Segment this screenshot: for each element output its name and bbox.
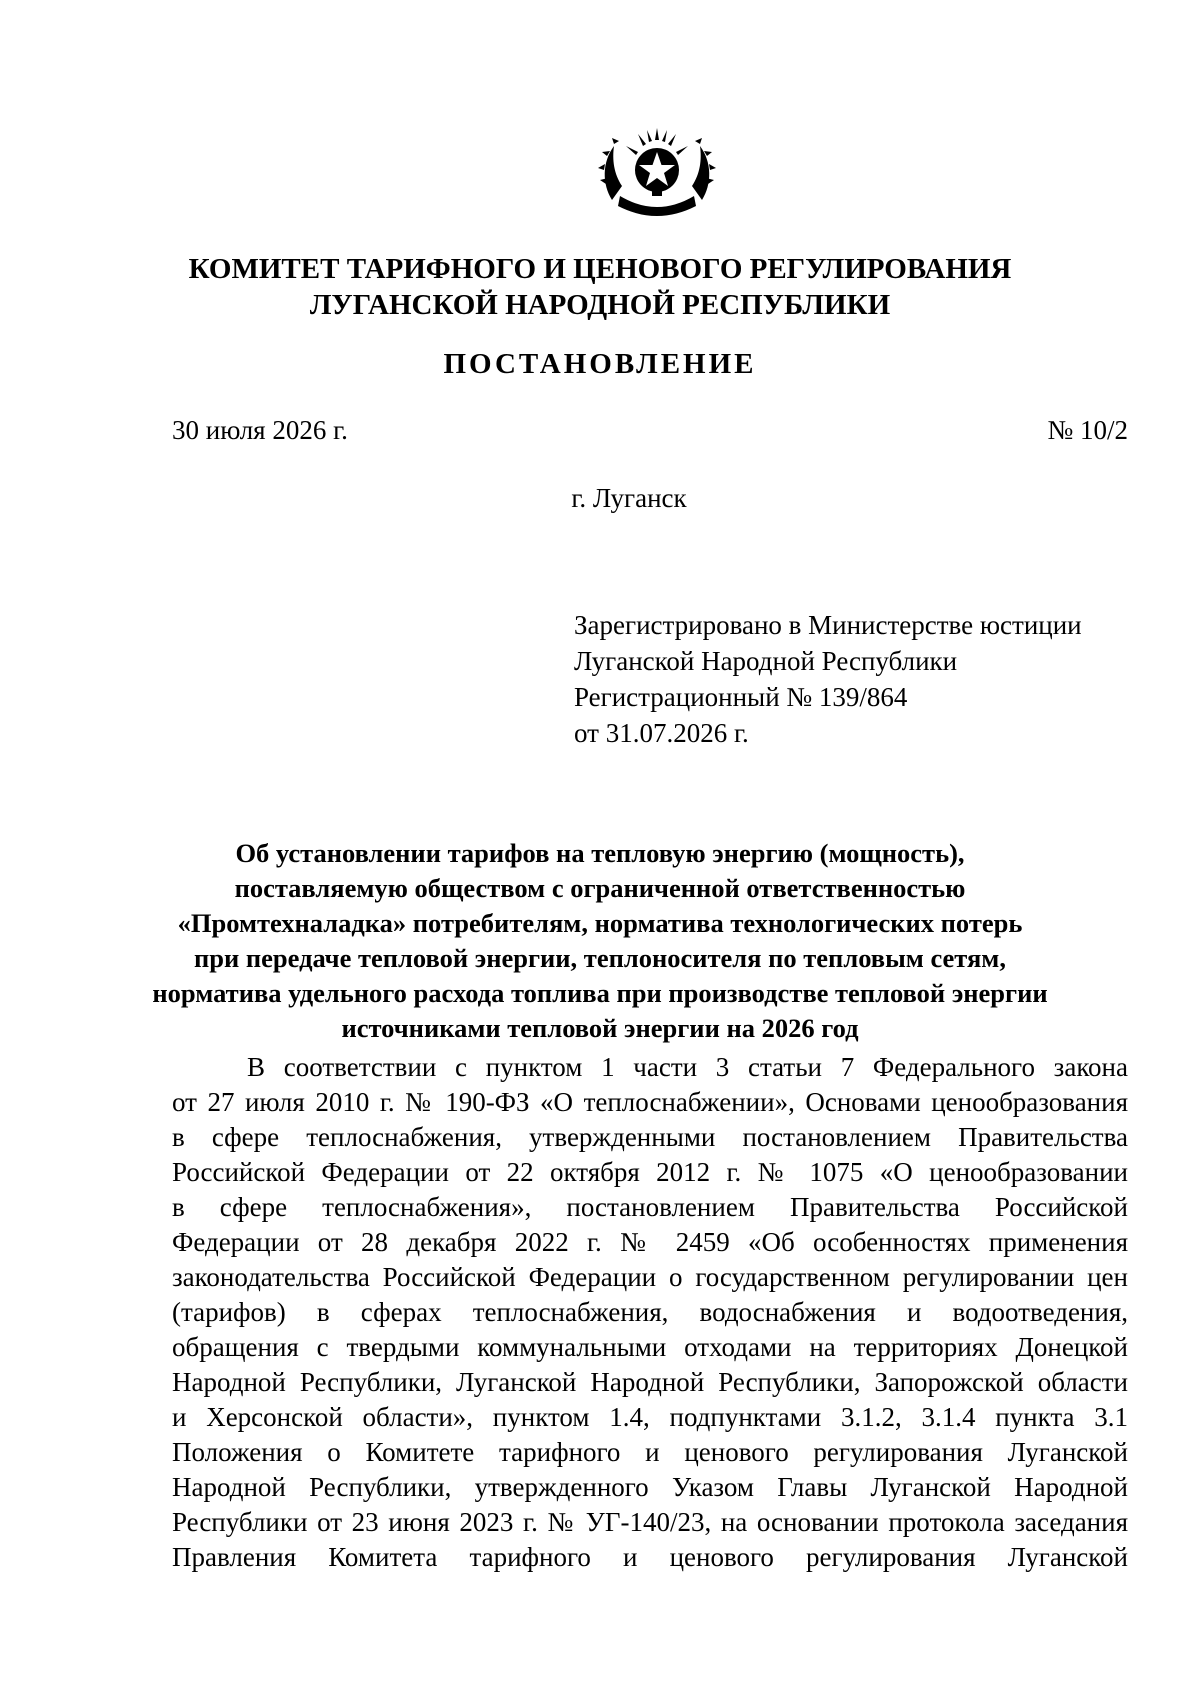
registration-block [574,607,1082,751]
registration-line: Зарегистрировано в Министерстве юстиции [574,610,1082,640]
body-line: и Херсонской области», пунктом 1.4, подпунктами 3.1.2, 3.1.4 пункта 3.1 [172,1402,1128,1432]
body-line: Федерации от 28 декабря 2022 г. № 2459 «Об особенностях применения [172,1227,1128,1257]
registration-line: от 31.07.2026 г. [574,718,749,748]
document-number: № 10/2 [1047,415,1128,445]
registration-line: Луганской Народной Республики [574,646,958,676]
organization-title-line: ЛУГАНСКОЙ НАРОДНОЙ РЕСПУБЛИКИ [309,289,891,321]
document-title-line: «Промтехналадка» потребителям, норматива технологических потерь [177,908,1023,938]
body-line: обращения с твердыми коммунальными отходами на территориях Донецкой [172,1332,1128,1362]
organization-title-line: КОМИТЕТ ТАРИФНОГО И ЦЕНОВОГО РЕГУЛИРОВАНИЯ [188,253,1012,285]
lpr-coat-of-arms-icon [598,122,716,224]
body-line: Российской Федерации от 22 октября 2012 г. № 1075 «О ценообразовании [172,1157,1128,1187]
body-line: от 27 июля 2010 г. № 190-ФЗ «О теплоснабжении», Основами ценообразования [172,1087,1128,1117]
document-title-line: поставляемую обществом с ограниченной ответственностью [234,873,966,903]
document-title-line: Об установлении тарифов на тепловую энергию (мощность), [235,838,965,868]
body-line: (тарифов) в сферах теплоснабжения, водоснабжения и водоотведения, [172,1297,1128,1327]
body-line: Народной Республики, утвержденного Указом Главы Луганской Народной [172,1472,1128,1502]
body-paragraph [172,1050,1128,1575]
document-title-line: норматива удельного расхода топлива при производстве тепловой энергии [152,978,1048,1008]
body-line: в сфере теплоснабжения, утвержденными постановлением Правительства [172,1122,1128,1152]
document-title-line: при передаче тепловой энергии, теплоносителя по тепловым сетям, [193,943,1006,973]
body-line: В соответствии с пунктом 1 части 3 статьи 7 Федерального закона [247,1052,1128,1082]
document-city: г. Луганск [571,483,687,513]
body-line: Положения о Комитете тарифного и ценового регулирования Луганской [172,1437,1128,1467]
organization-title [0,251,1200,323]
document-title [0,836,1200,1046]
body-line: законодательства Российской Федерации о государственном регулировании цен [172,1262,1128,1292]
body-line: Народной Республики, Луганской Народной Республики, Запорожской области [172,1367,1128,1397]
document-date: 30 июля 2026 г. [172,415,348,445]
document-type: ПОСТАНОВЛЕНИЕ [443,348,757,380]
body-line: в сфере теплоснабжения», постановлением Правительства Российской [172,1192,1128,1222]
registration-line: Регистрационный № 139/864 [574,682,908,712]
document-title-line: источниками тепловой энергии на 2026 год [341,1013,859,1043]
body-line: Республики от 23 июня 2023 г. № УГ-140/23, на основании протокола заседания [172,1507,1128,1537]
body-line: Правления Комитета тарифного и ценового регулирования Луганской [172,1542,1128,1572]
